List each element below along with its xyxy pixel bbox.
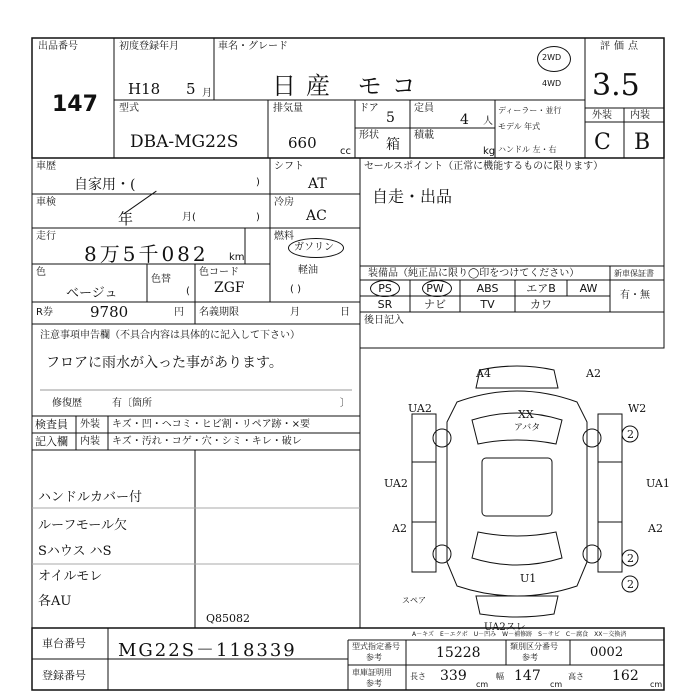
dealer-label: ディーラー・並行 [498, 106, 562, 115]
car-diagram [372, 362, 662, 620]
shift-value: AT [308, 176, 327, 192]
height-unit: cm [650, 680, 663, 689]
type-cert-value: 15228 [436, 645, 481, 661]
drive-4wd: 4WD [542, 79, 562, 88]
vehicle-cert-ref: 参考 [366, 679, 382, 688]
equip-airbag: エアB [526, 282, 556, 295]
shift-label: シフト [274, 161, 304, 172]
chassis-label: 車台番号 [42, 637, 86, 650]
history-close: ) [256, 177, 260, 188]
recycle-label: R券 [36, 307, 53, 318]
color-label: 色 [36, 267, 46, 278]
car-name: 日産 モコ [272, 72, 426, 100]
expiry-label: 名義期限 [199, 307, 239, 318]
history-label: 車歴 [36, 161, 56, 172]
length-value: 339 [440, 668, 467, 684]
height-value: 162 [612, 668, 639, 684]
class-value: 0002 [590, 645, 624, 660]
capacity-unit: 人 [483, 116, 493, 127]
warranty-value: 有・無 [620, 290, 650, 301]
shape-label: 形状 [359, 130, 379, 141]
mark-2-right: 2 [627, 428, 634, 441]
mark-ua2-left: UA2 [384, 477, 408, 490]
width-unit: cm [550, 680, 563, 689]
equip-aw: AW [579, 282, 598, 295]
equip-abs: ABS [476, 282, 499, 295]
month-unit: 月 [202, 88, 212, 99]
mark-w2: W2 [628, 402, 647, 415]
spare-label: スペア [402, 596, 426, 605]
inspector-exterior: 外装 [80, 419, 100, 430]
equip-leather: カワ [530, 298, 552, 311]
load-unit: kg [483, 146, 496, 157]
type-value: DBA-MG22S [130, 132, 239, 152]
repair-close: 〕 [340, 398, 350, 409]
drive-2wd: 2WD [542, 53, 562, 62]
type-cert-label: 型式指定番号 [352, 642, 400, 651]
repair-value: 有〔箇所 [112, 398, 152, 409]
mark-a4: A4 [476, 367, 491, 380]
width-value: 147 [514, 668, 541, 684]
lot-label: 出品番号 [38, 41, 78, 52]
model-year-label: モデル 年式 [498, 122, 541, 131]
mark-xx: XX [518, 408, 534, 421]
displacement-value: 660 [288, 134, 317, 152]
mileage-label: 走行 [36, 231, 56, 242]
after-sale-label: 後日記入 [364, 315, 404, 326]
exterior-grade: C [594, 130, 611, 155]
load-label: 積載 [414, 130, 434, 141]
equip-tv: TV [480, 298, 495, 311]
displacement-label: 排気量 [273, 103, 303, 114]
note-line-5: 各AU [38, 594, 72, 609]
mark-a2-top: A2 [586, 367, 601, 380]
width-label: 幅 [496, 672, 504, 681]
recycle-value: 9780 [90, 303, 129, 321]
mileage-unit: km [229, 252, 245, 263]
mark-2-lower: 2 [627, 552, 634, 565]
mark-2-bottom: 2 [627, 578, 634, 591]
length-unit: cm [476, 680, 489, 689]
equipment-label: 装備品（純正品に限り◯印をつけてください） [368, 268, 580, 279]
capacity-value: 4 [460, 112, 469, 128]
first-reg-year: H18 [128, 80, 161, 98]
first-reg-month: 5 [186, 80, 196, 98]
note-line-1: ハンドルカバー付 [38, 490, 143, 505]
inspection-month: 月( [182, 212, 196, 223]
car-name-label: 車名・グレード [218, 41, 288, 52]
repaint-value: ( [186, 286, 190, 297]
note-line-3: Sハウス ハS [38, 544, 112, 559]
fuel-label: 燃料 [274, 231, 294, 242]
handwritten-code: Q85082 [206, 612, 251, 625]
note-line-4: オイルモレ [38, 569, 103, 584]
equip-navi: ナビ [424, 298, 446, 311]
mark-a2-left: A2 [392, 522, 407, 535]
inspector-interior-text: キズ・汚れ・コゲ・穴・シミ・キレ・破レ [112, 436, 302, 447]
shape-value: 箱 [386, 137, 400, 153]
sales-point-label: セールスポイント（正常に機能するものに限ります） [364, 161, 604, 172]
interior-grade: B [634, 130, 651, 155]
expiry-day: 日 [340, 307, 350, 318]
mark-u1: U1 [520, 572, 537, 585]
vehicle-cert-label: 車庫証明用 [352, 668, 392, 677]
fuel-paren: ( ) [290, 284, 301, 295]
sales-point-value: 自走・出品 [372, 187, 453, 206]
mark-ua1: UA1 [646, 477, 670, 490]
mileage-value: 8万5千082 [84, 242, 209, 266]
class-label: 類別区分番号 [510, 642, 558, 651]
inspector-interior: 内装 [80, 436, 100, 447]
inspector-exterior-text: キズ・凹・ヘコミ・ヒビ割・リペア跡・×要 [112, 419, 310, 430]
repaint-label: 色替 [151, 274, 171, 285]
inspection-label: 車検 [36, 197, 56, 208]
equip-pw: PW [426, 282, 444, 295]
doors-value: 5 [386, 110, 395, 126]
type-cert-ref: 参考 [366, 653, 382, 662]
doors-label: ドア [359, 103, 379, 114]
handle-label: ハンドル 左・右 [498, 145, 557, 154]
note-line-2: ルーフモール欠 [38, 518, 128, 533]
notes-value: フロアに雨水が入った事があります。 [46, 355, 283, 371]
color-value: ベージュ [66, 286, 118, 301]
inspection-year-mark: 年 [118, 210, 134, 228]
repair-label: 修復歴 [52, 398, 82, 409]
inspector-label-1: 検査員 [35, 418, 68, 431]
score-label: 評価点 [600, 41, 642, 52]
expiry-month: 月 [290, 307, 300, 318]
history-value: 自家用・( [74, 177, 136, 193]
notes-label: 注意事項申告欄（不具合内容は具体的に記入して下さい） [40, 330, 300, 341]
mark-abata: アバタ [514, 423, 541, 433]
first-reg-label: 初度登録年月 [119, 41, 179, 52]
displacement-unit: cc [340, 146, 351, 157]
height-label: 高さ [568, 672, 584, 681]
lot-number: 147 [52, 92, 98, 117]
exterior-label: 外装 [592, 110, 612, 121]
warranty-label: 新車保証書 [614, 269, 654, 278]
diagram-legend: A－キズ E－エクボ U－凹み W－補修跡 S－サビ C－腐食 XX－交換済 [412, 631, 627, 638]
equip-ps-circle [370, 280, 400, 297]
reg-label: 登録番号 [42, 669, 86, 682]
class-ref: 参考 [522, 653, 538, 662]
recycle-unit: 円 [174, 307, 184, 318]
mark-a2-right: A2 [648, 522, 663, 535]
equip-pw-circle [422, 280, 452, 297]
interior-label: 内装 [630, 110, 650, 121]
code-value: ZGF [214, 280, 245, 296]
equip-ps: PS [378, 282, 392, 295]
length-label: 長さ [410, 672, 426, 681]
score-value: 3.5 [592, 68, 640, 103]
fuel-diesel: 軽油 [298, 265, 318, 276]
fuel-gasoline: ガソリン [294, 242, 334, 253]
type-label: 型式 [119, 103, 139, 114]
ac-label: 冷房 [274, 197, 294, 208]
ac-value: AC [306, 208, 327, 224]
chassis-value: MG22S－118339 [118, 640, 297, 661]
code-label: 色コード [199, 267, 239, 278]
equip-sr: SR [377, 298, 393, 311]
mark-ua2-sure: UA2スレ [484, 622, 526, 633]
capacity-label: 定員 [414, 103, 434, 114]
mark-ua2-tl: UA2 [408, 402, 432, 415]
inspector-label-2: 記入欄 [35, 435, 68, 448]
inspection-close: ) [256, 212, 260, 223]
